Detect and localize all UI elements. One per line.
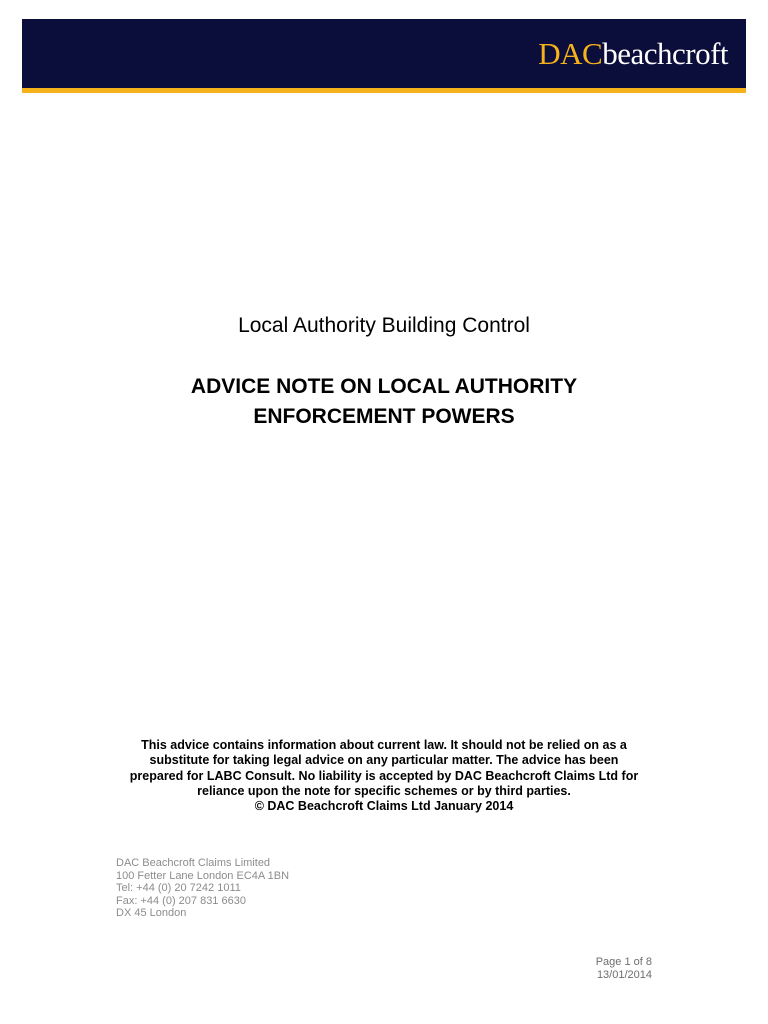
header-accent-stripe [22, 88, 746, 93]
address-tel: Tel: +44 (0) 20 7242 1011 [116, 882, 241, 895]
disclaimer-line: reliance upon the note for specific schemes or by third parties. [197, 783, 571, 798]
disclaimer-line: prepared for LABC Consult. No liability is accepted by DAC Beachcroft Claims Ltd for [129, 768, 639, 783]
copyright-line: © DAC Beachcroft Claims Ltd January 2014 [254, 799, 514, 814]
dac-beachcroft-logo [538, 36, 728, 72]
address-company-name: DAC Beachcroft Claims Limited [116, 857, 271, 869]
disclaimer-line: This advice contains information about current law. It should not be relied on as a [141, 738, 627, 752]
page-info [596, 956, 652, 981]
logo-dac: DAC [538, 36, 603, 71]
address-dx: DX 45 London [116, 907, 187, 920]
document-title-line: ADVICE NOTE ON LOCAL AUTHORITY [190, 375, 578, 398]
document-date: 13/01/2014 [596, 968, 652, 981]
document-title [0, 372, 768, 432]
disclaimer-line: substitute for taking legal advice on any particular matter. The advice has been [149, 753, 619, 768]
address-fax: Fax: +44 (0) 207 831 6630 [116, 894, 246, 907]
document-title-line: ENFORCEMENT POWERS [253, 405, 515, 428]
document-subtitle: Local Authority Building Control [238, 314, 530, 337]
address-street: 100 Fetter Lane London EC4A 1BN [116, 869, 290, 882]
company-address [116, 857, 289, 920]
disclaimer [100, 738, 668, 814]
page-number: Page 1 of 8 [595, 956, 652, 968]
logo-beachcroft: beachcroft [602, 36, 728, 71]
